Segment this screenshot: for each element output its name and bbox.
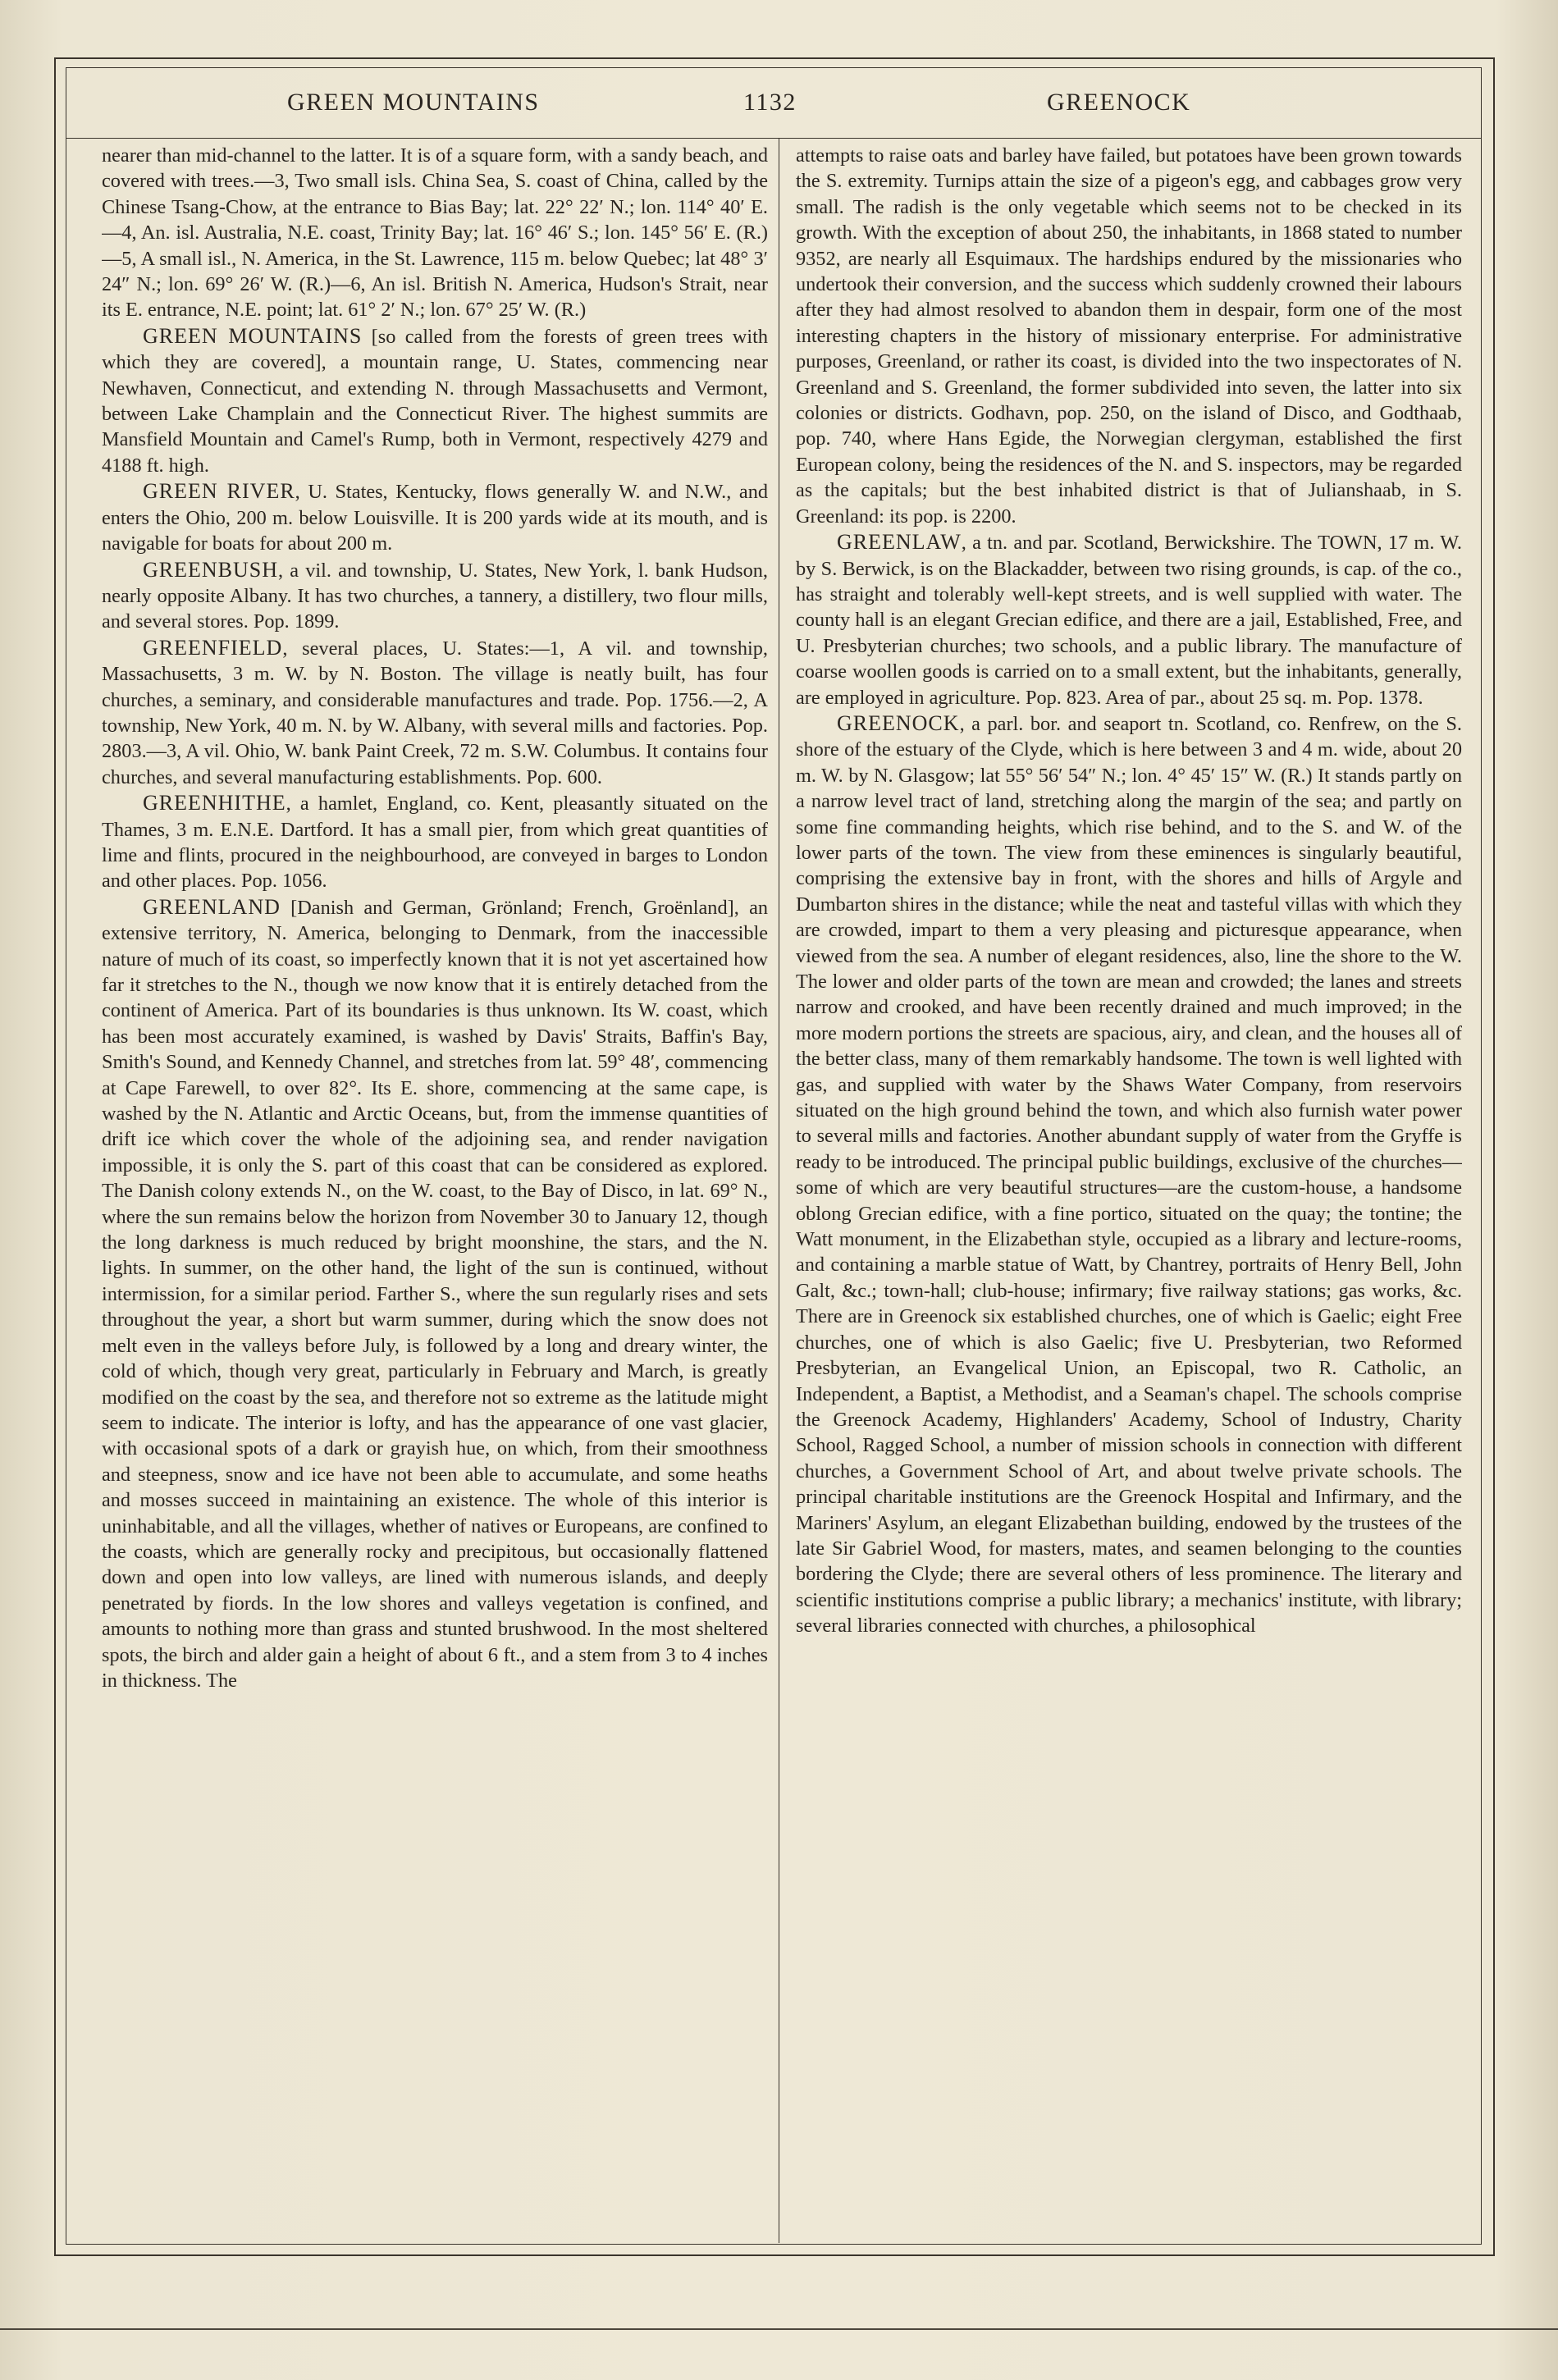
page-number: 1132: [743, 89, 797, 116]
headword: GREENLAND: [143, 894, 281, 919]
headword: GREEN MOUNTAINS: [143, 323, 363, 348]
headword: GREENFIELD: [143, 635, 283, 660]
running-head-left: GREEN MOUNTAINS: [287, 89, 540, 116]
entry-paragraph: GREENOCK, a parl. bor. and seaport tn. Scotland, co. Renfrew, on the S. shore of the estuary of the Clyde, which is here between 3 and 4 m. wide, about 20 m. W. by N. Glasgow; lat 55° 56′ 54″ N.; lon. 4° 45′ 15″ W. (R.) It stands partly on a narrow level tract of land, stretching along the margin of the sea; and partly on some fine commanding heights, which rise behind, and to the S. and W. of the lower parts of the town. The view from these eminences is singularly beautiful, comprising the extensive bay in front, with the shores and hills of Argyle and Dumbarton shires in the distance; while the neat and tasteful villas with which they are crowded, impart to them a very pleasing and picturesque appearance, when viewed from the sea. A number of elegant residences, also, line the shore to the W. The lower and older parts of the town are mean and crowded; the lanes and streets narrow and crooked, and have been recently drained and much improved; in the more modern portions the streets are spacious, airy, and clean, and the houses all of the better class, many of them remarkably handsome. The town is well lighted with gas, and supplied with water by the Shaws Water Company, from reservoirs situated on the high ground behind the town, and which also furnish water power to several mills and factories. Another abundant supply of water from the Gryffe is ready to be introduced. The principal public buildings, exclusive of the churches—some of which are very beautiful structures—are the custom-house, a handsome oblong Grecian edifice, with a fine portico, situated on the quay; the tontine; the Watt monument, in the Elizabethan style, occupied as a library and lecture-rooms, and containing a marble statue of Watt, by Chantrey, portraits of Henry Bell, John Galt, &c.; town-hall; club-house; infirmary; five railway stations; gas works, &c. There are in Greenock six established churches, one of which is Gaelic; eight Free churches, one of which is also Gaelic; five U. Presbyterian, two Reformed Presbyterian, an Evangelical Union, an Episcopal, two R. Catholic, an Independent, a Baptist, a Methodist, and a Seaman's chapel. The schools comprise the Greenock Academy, Highlanders' Academy, School of Industry, Charity School, Ragged School, a number of mission schools in connection with different churches, a Government School of Art, and about twelve private schools. The principal charitable institutions are the Greenock Hospital and Infirmary, and the Mariners' Asylum, an elegant Elizabethan building, endowed by the trustees of the late Sir Gabriel Wood, for masters, mates, and seamen belonging to the counties bordering the Clyde; there are several others of less prominence. The literary and scientific institutions comprise a public library; a mechanics' institute, with library; several libraries connected with churches, a philosophical: [796, 710, 1462, 1638]
entry-paragraph: GREENFIELD, several places, U. States:—1, A vil. and township, Massachusetts, 3 m. W. by N. Boston. The village is neatly built, has four churches, a seminary, and considerable manufactures and trade. Pop. 1756.—2, A township, New York, 40 m. N. by W. Albany, with several mills and factories. Pop. 2803.—3, A vil. Ohio, W. bank Paint Creek, 72 m. S.W. Columbus. It contains four churches, and several manufacturing establishments. Pop. 600.: [102, 635, 768, 788]
headword: GREENOCK: [837, 710, 960, 735]
header-rule: [66, 138, 1482, 139]
running-head-right: GREENOCK: [1047, 89, 1191, 116]
bottom-rule: [0, 2328, 1558, 2330]
right-column: [796, 143, 1462, 2228]
entry-paragraph: nearer than mid-channel to the latter. It is of a square form, with a sandy beach, and covered with trees.—3, Two small isls. China Sea, S. coast of China, called by the Chinese Tsang-Chow, at the entrance to Bias Bay; lat. 22° 22′ N.; lon. 114° 40′ E.—4, An. isl. Australia, N.E. coast, Trinity Bay; lat. 16° 46′ S.; lon. 145° 56′ E. (R.)—5, A small isl., N. America, in the St. Lawrence, 115 m. below Quebec; lat 48° 3′ 24″ N.; lon. 69° 26′ W. (R.)—6, An isl. British N. America, Hudson's Strait, near its E. entrance, N.E. point; lat. 61° 2′ N.; lon. 67° 25′ W. (R.): [102, 144, 768, 322]
headword: GREEN RIVER: [143, 479, 295, 504]
entry-paragraph: GREENHITHE, a hamlet, England, co. Kent, pleasantly situated on the Thames, 3 m. E.N.E. Dartford. It has a small pier, from which great quantities of lime and flints, procured in the neighbourhood, are conveyed in barges to London and other places. Pop. 1056.: [102, 791, 768, 893]
left-column: [102, 143, 768, 2228]
entry-paragraph: GREENLAND [Danish and German, Grönland; French, Groënland], an extensive territory, N. America, belonging to Denmark, from the inaccessible nature of much of its coast, so imperfectly known that it is not yet ascertained how far it stretches to the N., though we now know that it is entirely detached from the continent of America. Part of its boundaries is thus unknown. Its W. coast, which has been most accurately examined, is washed by Davis' Straits, Baffin's Bay, Smith's Sound, and Kennedy Channel, and stretches from lat. 59° 48′, commencing at Cape Farewell, to over 82°. Its E. shore, commencing at the same cape, is washed by the N. Atlantic and Arctic Oceans, but, from the immense quantities of drift ice which cover the whole of the adjoining sea, and render navigation impossible, it is only the S. part of this coast that can be considered as explored. The Danish colony extends N., on the W. coast, to the Bay of Disco, in lat. 69° N., where the sun remains below the horizon from November 30 to January 12, though the long darkness is much reduced by bright moonshine, the stars, and the N. lights. In summer, on the other hand, the light of the sun is continued, without intermission, for a similar period. Farther S., where the sun regularly rises and sets throughout the year, a short but warm summer, during which the snow does not melt even in the valleys before July, is followed by a long and dreary winter, the cold of which, though very great, particularly in February and March, is greatly modified on the coast by the sea, and therefore not so extreme as the latitude might seem to indicate. The interior is lofty, and has the appearance of one vast glacier, with occasional spots of a dark or grayish hue, on which, from their smoothness and steepness, snow and ice have not been able to accumulate, and some heaths and mosses succeed in maintaining an existence. The whole of this interior is uninhabitable, and all the villages, whether of natives or Europeans, are confined to the coasts, which are generally rocky and precipitous, but occasionally flattened down and open into low valleys, are lined with numerous islands, and deeply penetrated by fiords. In the low shores and valleys vegetation is confined, and amounts to nothing more than grass and stunted brushwood. In the most sheltered spots, the birch and alder gain a height of about 6 ft., and a stem from 3 to 4 inches in thickness. The: [102, 894, 768, 1692]
entry-paragraph: attempts to raise oats and barley have failed, but potatoes have been grown towards the S. extremity. Turnips attain the size of a pigeon's egg, and cabbages grow very small. The radish is the only vegetable which seems not to be checked in its growth. With the exception of about 250, the inhabitants, in 1868 stated to number 9352, are nearly all Esquimaux. The hardships endured by the missionaries who undertook their conversion, and the success which suddenly crowned their labours after they had almost resolved to abandon them in despair, form one of the most interesting chapters in the history of missionary enterprise. For administrative purposes, Greenland, or rather its coast, is divided into the two inspectorates of N. Greenland and S. Greenland, the former subdivided into seven, the latter into six colonies or districts. Godhavn, pop. 250, on the island of Disco, and Godthaab, pop. 740, where Hans Egide, the Norwegian clergyman, established the first European colony, being the residences of the N. and S. inspectors, may be regarded as the capitals; but the best inhabited district is that of Julianshaab, in S. Greenland: its pop. is 2200.: [796, 144, 1462, 528]
entry-paragraph: GREENLAW, a tn. and par. Scotland, Berwickshire. The TOWN, 17 m. W. by S. Berwick, is on the Blackadder, between two rising grounds, is cap. of the co., has straight and tolerably well-kept streets, and is well supplied with water. The county hall is an elegant Grecian edifice, and there are a jail, Established, Free, and U. Presbyterian churches; two schools, and a public library. The manufacture of coarse woollen goods is carried on to a small extent, but the inhabitants, generally, are employed in agriculture. Pop. 823. Area of par., about 25 sq. m. Pop. 1378.: [796, 530, 1462, 709]
headword: GREENHITHE: [143, 791, 286, 815]
entry-paragraph: GREENBUSH, a vil. and township, U. States, New York, l. bank Hudson, nearly opposite Albany. It has two churches, a tannery, a distillery, two flour mills, and several stores. Pop. 1899.: [102, 557, 768, 633]
entry-paragraph: GREEN RIVER, U. States, Kentucky, flows generally W. and N.W., and enters the Ohio, 200 m. below Louisville. It is 200 yards wide at its mouth, and is navigable for boats for about 200 m.: [102, 479, 768, 555]
entry-paragraph: GREEN MOUNTAINS [so called from the forests of green trees with which they are covered], a mountain range, U. States, commencing near Newhaven, Connecticut, and extending N. through Massachusetts and Vermont, between Lake Champlain and the Connecticut River. The highest summits are Mansfield Mountain and Camel's Rump, both in Vermont, respectively 4279 and 4188 ft. high.: [102, 323, 768, 477]
headword: GREENLAW: [837, 530, 962, 555]
headword: GREENBUSH: [143, 557, 279, 582]
